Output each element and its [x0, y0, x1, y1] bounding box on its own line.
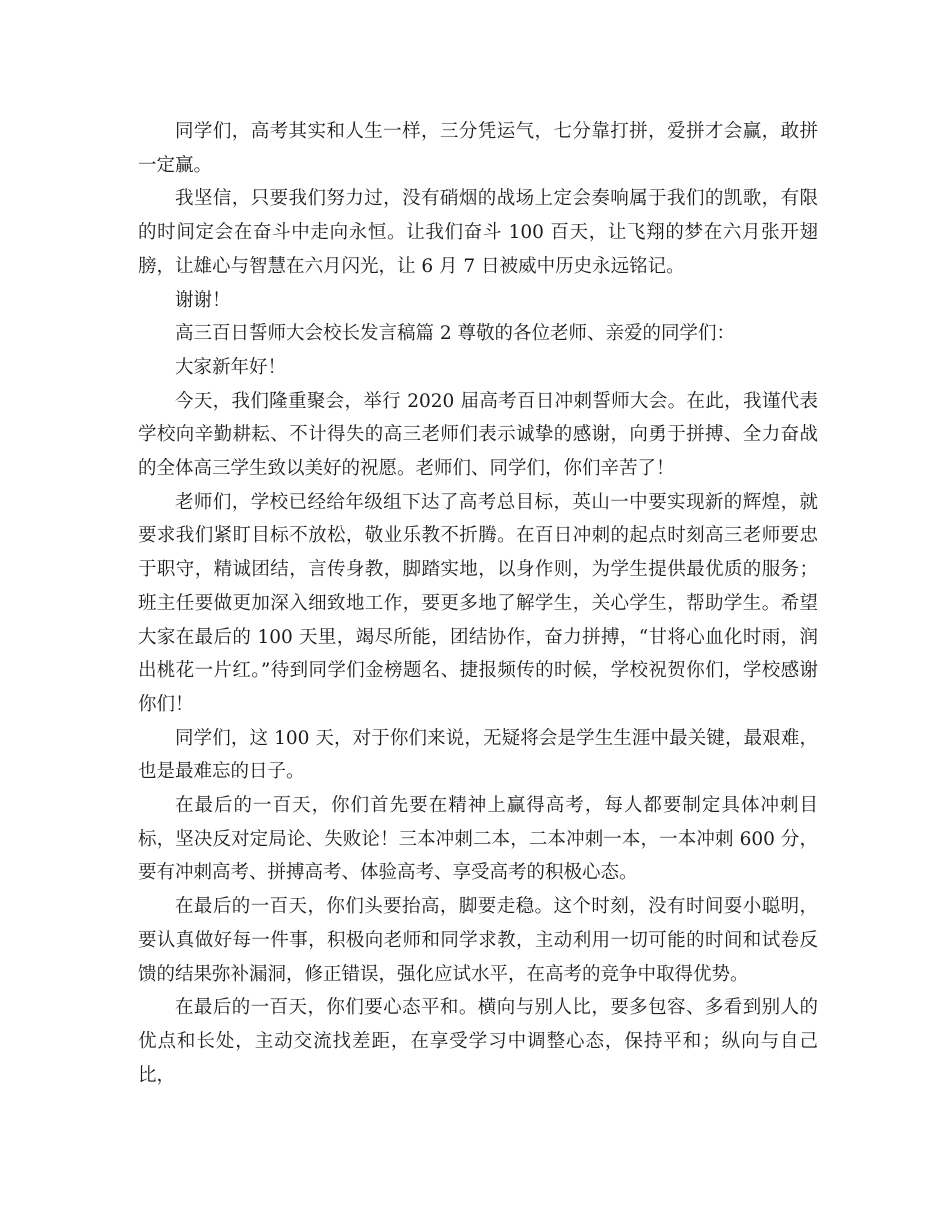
paragraph: 我坚信，只要我们努力过，没有硝烟的战场上定会奏响属于我们的凯歌，有限的时间定会在奋斗中走向永恒。让我们奋斗 100 百天，让飞翔的梦在六月张开翅膀，让雄心与智慧在六月闪光，让 6 月 7 日被威中历史永远铭记。: [138, 188, 818, 277]
document-body: [138, 115, 818, 1092]
paragraph: 在最后的一百天，你们要心态平和。横向与别人比，要多包容、多看到别人的优点和长处，主动交流找差距，在享受学习中调整心态，保持平和；纵向与自己比，: [138, 997, 818, 1086]
paragraph: 高三百日誓师大会校长发言稿篇 2 尊敬的各位老师、亲爱的同学们：: [175, 323, 736, 345]
paragraph: 今天，我们隆重聚会，举行 2020 届高考百日冲刺誓师大会。在此，我谨代表学校向辛勤耕耘、不计得失的高三老师们表示诚挚的感谢，向勇于拼搏、全力奋战的全体高三学生致以美好的祝愿。老师们、同学们，你们辛苦了！: [138, 390, 818, 480]
paragraph: 在最后的一百天，你们首先要在精神上赢得高考，每人都要制定具体冲刺目标，坚决反对定局论、失败论！三本冲刺二本，二本冲刺一本，一本冲刺 600 分，要有冲刺高考、拼搏高考、体验高考、享受高考的积极心态。: [138, 795, 818, 884]
paragraph: 老师们，学校已经给年级组下达了高考总目标，英山一中要实现新的辉煌，就要求我们紧盯目标不放松，敬业乐教不折腾。在百日冲刺的起点时刻高三老师要忠于职守，精诚团结，言传身教，脚踏实地，以身作则，为学生提供最优质的服务；班主任要做更加深入细致地工作，要更多地了解学生，关心学生，帮助学生。希望大家在最后的 100 天里，竭尽所能，团结协作，奋力拼搏，“甘将心血化时雨，润出桃花一片红。”待到同学们金榜题名、捷报频传的时候，学校祝贺你们，学校感谢你们！: [138, 491, 818, 715]
paragraph: 谢谢！: [175, 289, 231, 311]
paragraph: 同学们，这 100 天，对于你们来说，无疑将会是学生生涯中最关键，最艰难，也是最难忘的日子。: [138, 727, 818, 783]
paragraph: 同学们，高考其实和人生一样，三分凭运气，七分靠打拼，爱拼才会赢，敢拼一定赢。: [138, 121, 818, 176]
paragraph: 在最后的一百天，你们头要抬高，脚要走稳。这个时刻，没有时间耍小聪明，要认真做好每一件事，积极向老师和同学求教，主动利用一切可能的时间和试卷反馈的结果弥补漏洞，修正错误，强化应试水平，在高考的竞争中取得优势。: [138, 896, 818, 985]
paragraph: 大家新年好！: [175, 356, 287, 378]
